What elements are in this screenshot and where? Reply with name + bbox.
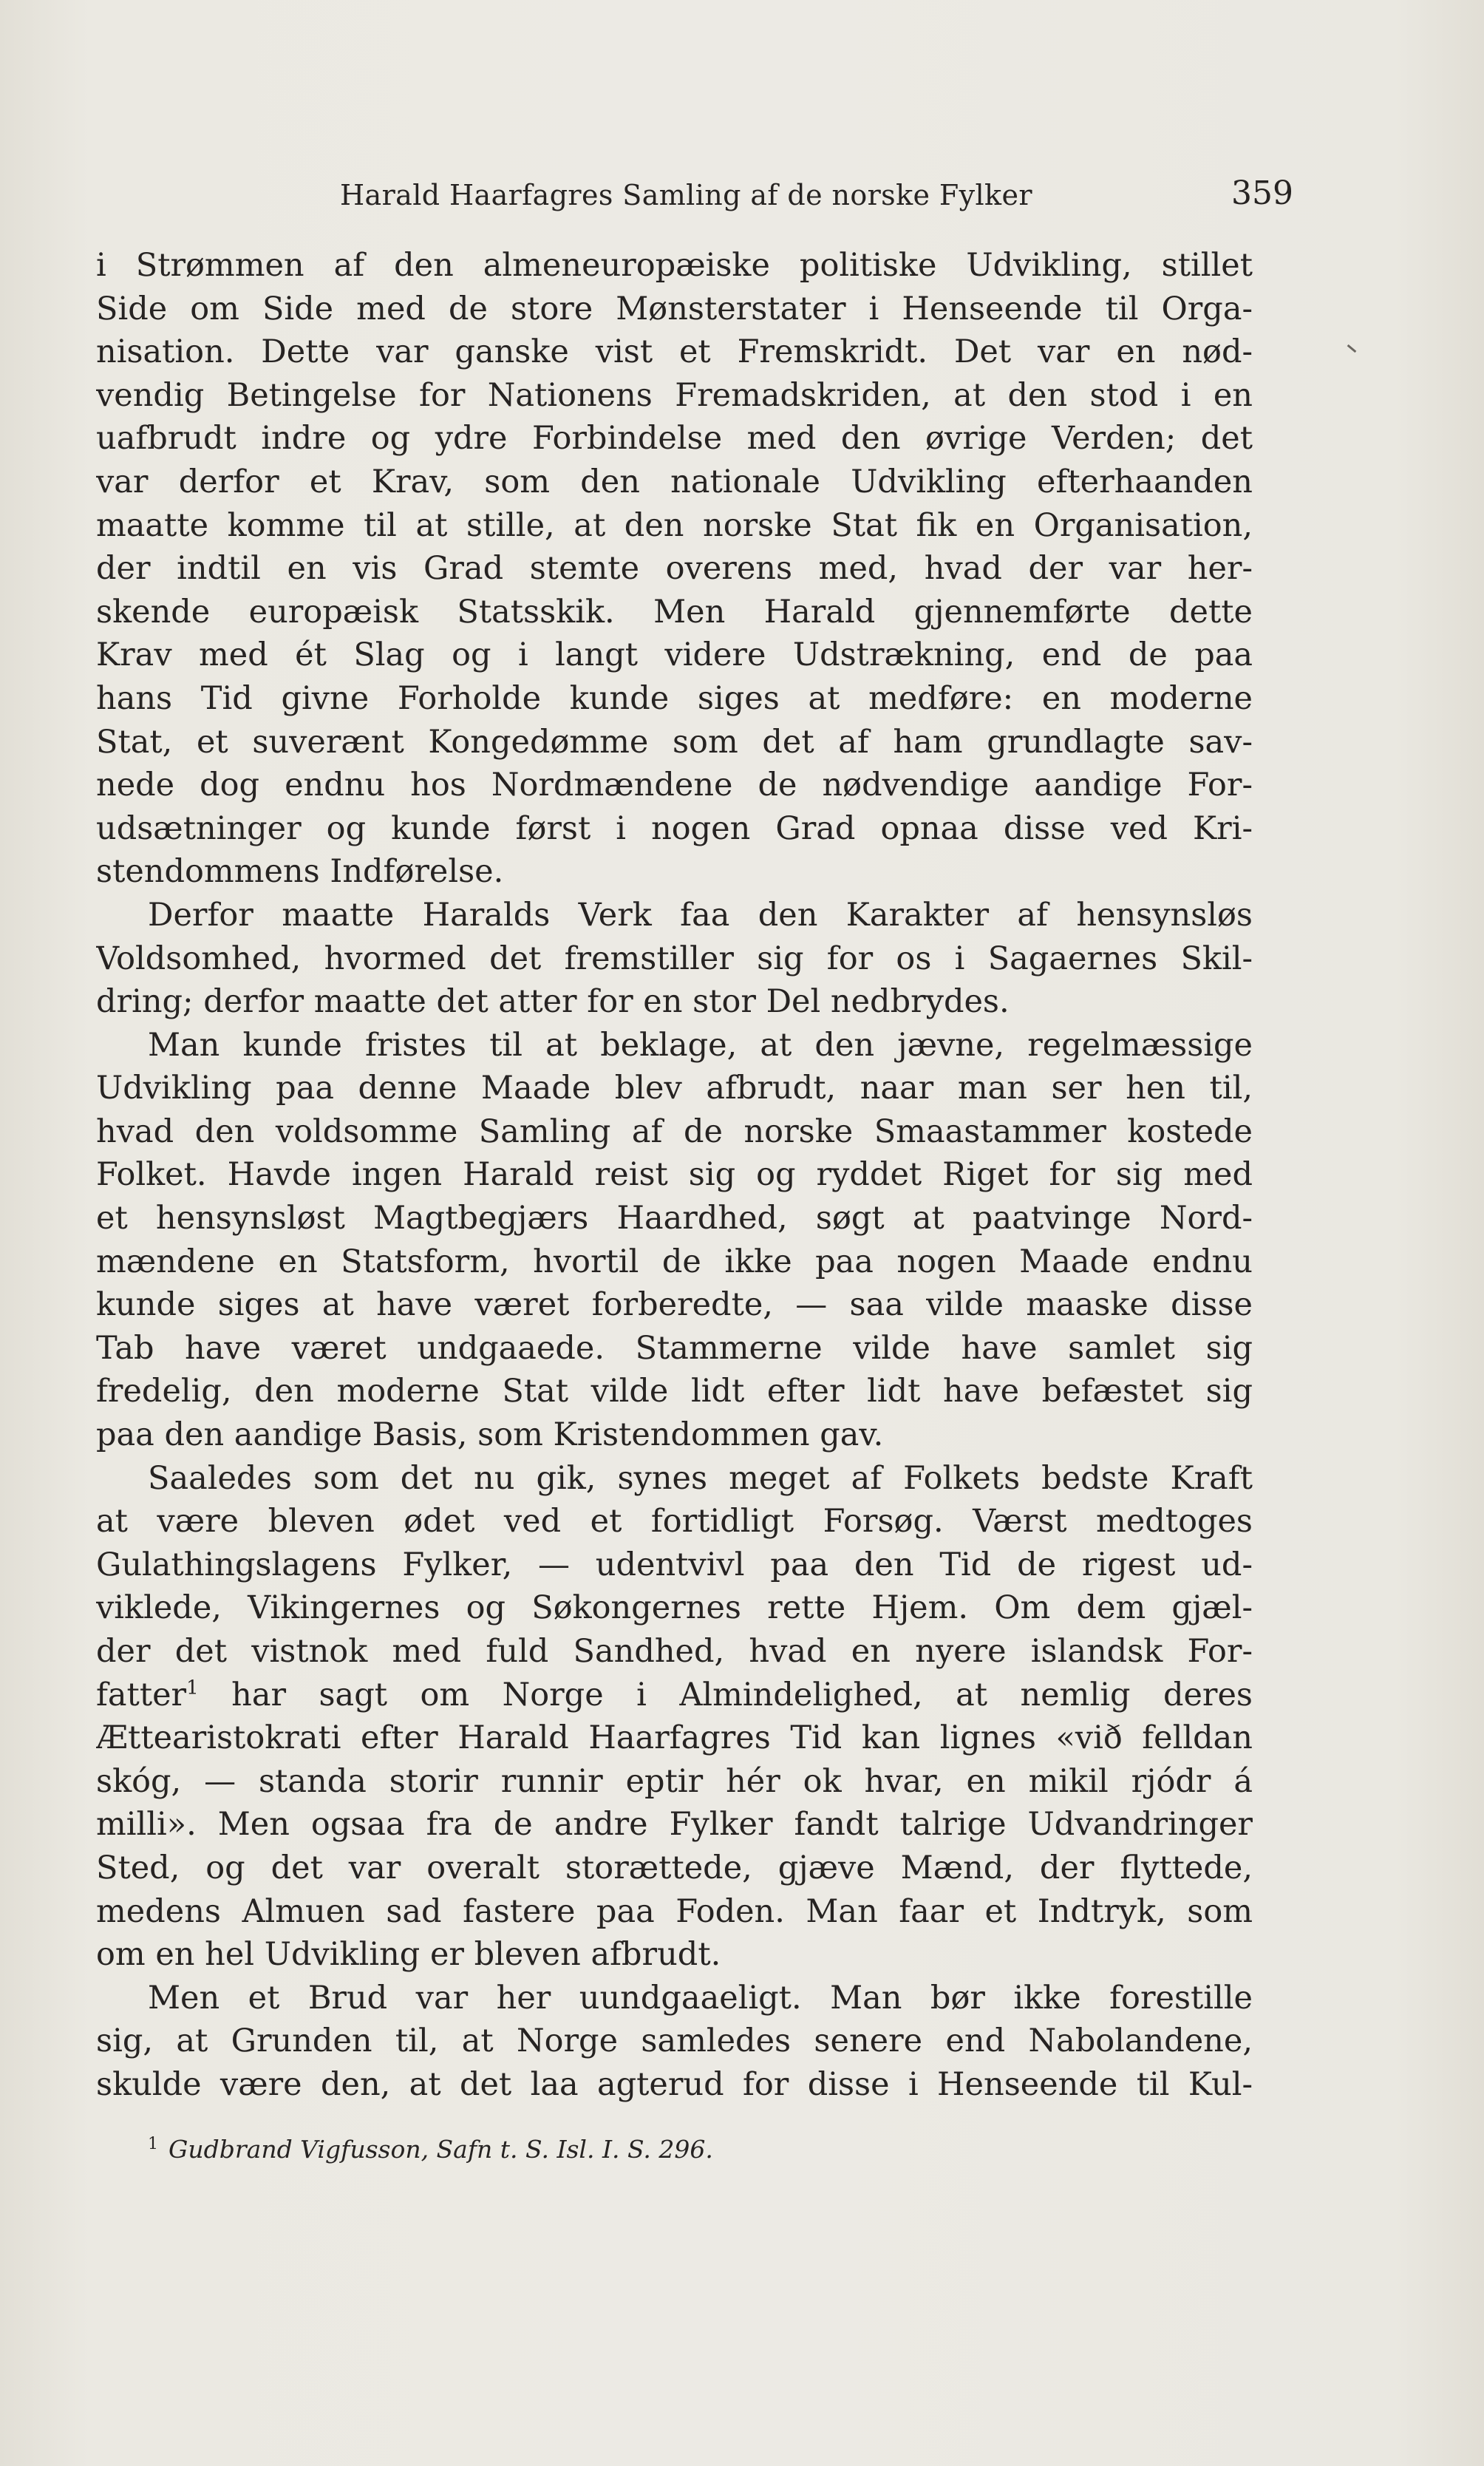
paragraph-start-line: Man kunde fristes til at beklage, at den jævne, regelmæssige xyxy=(148,1026,1253,1064)
paragraph-start-line: Derfor maatte Haralds Verk faa den Karakter af hensynsløs xyxy=(148,896,1253,934)
footnote xyxy=(148,2135,713,2164)
text-line: fredelig, den moderne Stat vilde lidt efter lidt have befæstet sig xyxy=(96,1373,1253,1410)
paragraph-start-line: Men et Brud var her uundgaaeligt. Man bør ikke forestille xyxy=(148,1979,1253,2017)
running-title: Harald Haarfagres Samling af de norske Fylker xyxy=(340,179,1032,211)
text-line: Gulathingslagens Fylker, — udentvivl paa den Tid de rigest ud- xyxy=(96,1546,1253,1583)
text-line: Krav med ét Slag og i langt videre Udstrækning, end de paa xyxy=(96,636,1253,674)
text-line: Voldsomhed, hvormed det fremstiller sig for os i Sagaernes Skil- xyxy=(96,940,1253,977)
text-line: hans Tid givne Forholde kunde siges at medføre: en moderne xyxy=(96,679,1253,717)
text-line: Folket. Havde ingen Harald reist sig og ryddet Riget for sig med xyxy=(96,1156,1253,1194)
text-line: Sted, og det var overalt storættede, gjæve Mænd, der flyttede, xyxy=(96,1849,1253,1886)
text-line: udsætninger og kunde først i nogen Grad opnaa disse ved Kri- xyxy=(96,809,1253,847)
line-segment: har sagt om Norge i Almindelighed, at nemlig deres xyxy=(231,1676,1253,1713)
footnote-reference: 1 xyxy=(186,1677,199,1699)
paragraph-end-line: om en hel Udvikling er bleven afbrudt. xyxy=(96,1936,721,1974)
footnote-mark: 1 xyxy=(148,2135,158,2153)
text-line-with-footnote-ref xyxy=(96,1674,1253,1717)
running-head xyxy=(96,174,1293,219)
text-line: skulde være den, at det laa agterud for disse i Henseende til Kul- xyxy=(96,2065,1253,2103)
text-line: Ættearistokrati efter Harald Haarfagres Tid kan lignes «við felldan xyxy=(96,1719,1253,1757)
text-line: Side om Side med de store Mønsterstater i Henseende til Orga- xyxy=(96,290,1253,327)
text-line: viklede, Vikingernes og Søkongernes rette Hjem. Om dem gjæl- xyxy=(96,1589,1253,1627)
paragraph-end-line: stendommens Indførelse. xyxy=(96,853,504,891)
footnote-text: Gudbrand Vigfusson, Safn t. S. Isl. I. S. 296. xyxy=(169,2135,713,2164)
scan-speck xyxy=(1347,344,1357,353)
text-line: skóg, — standa storir runnir eptir hér ok hvar, en mikil rjódr á xyxy=(96,1762,1253,1800)
text-line: Stat, et suverænt Kongedømme som det af ham grundlagte sav- xyxy=(96,723,1253,761)
paragraph-start-line: Saaledes som det nu gik, synes meget af Folkets bedste Kraft xyxy=(148,1459,1253,1497)
text-line: Udvikling paa denne Maade blev afbrudt, naar man ser hen til, xyxy=(96,1070,1253,1107)
text-line: sig, at Grunden til, at Norge samledes senere end Nabolandene, xyxy=(96,2022,1253,2060)
text-line: uafbrudt indre og ydre Forbindelse med den øvrige Verden; det xyxy=(96,420,1253,458)
line-segment: fatter xyxy=(96,1676,187,1713)
text-line: vendig Betingelse for Nationens Fremadskriden, at den stod i en xyxy=(96,376,1253,414)
text-line: kunde siges at have været forberedte, — saa vilde maaske disse xyxy=(96,1286,1253,1324)
page-number: 359 xyxy=(1231,174,1293,212)
text-line: at være bleven ødet ved et fortidligt Forsøg. Værst medtoges xyxy=(96,1503,1253,1541)
paragraph-end-line: paa den aandige Basis, som Kristendommen gav. xyxy=(96,1416,884,1454)
text-line: i Strømmen af den almeneuropæiske politiske Udvikling, stillet xyxy=(96,247,1253,284)
text-line: der det vistnok med fuld Sandhed, hvad en nyere islandsk For- xyxy=(96,1633,1253,1670)
text-line: nisation. Dette var ganske vist et Fremskridt. Det var en nød- xyxy=(96,333,1253,371)
text-line: et hensynsløst Magtbegjærs Haardhed, søgt at paatvinge Nord- xyxy=(96,1200,1253,1237)
text-line: medens Almuen sad fastere paa Foden. Man faar et Indtryk, som xyxy=(96,1892,1253,1930)
text-line: milli». Men ogsaa fra de andre Fylker fandt talrige Udvandringer xyxy=(96,1806,1253,1844)
body-text xyxy=(96,244,1253,2107)
text-line: der indtil en vis Grad stemte overens med, hvad der var her- xyxy=(96,550,1253,588)
paragraph-end-line: dring; derfor maatte det atter for en stor Del nedbrydes. xyxy=(96,983,1010,1021)
text-line: mændene en Statsform, hvortil de ikke paa nogen Maade endnu xyxy=(96,1243,1253,1280)
text-line: Tab have været undgaaede. Stammerne vilde have samlet sig xyxy=(96,1329,1253,1367)
text-line: hvad den voldsomme Samling af de norske Smaastammer kostede xyxy=(96,1113,1253,1150)
text-line: var derfor et Krav, som den nationale Udvikling efterhaanden xyxy=(96,463,1253,500)
text-line: skende europæisk Statsskik. Men Harald gjennemførte dette xyxy=(96,593,1253,631)
text-line: nede dog endnu hos Nordmændene de nødvendige aandige For- xyxy=(96,767,1253,804)
text-line: maatte komme til at stille, at den norske Stat fik en Organisation, xyxy=(96,506,1253,544)
